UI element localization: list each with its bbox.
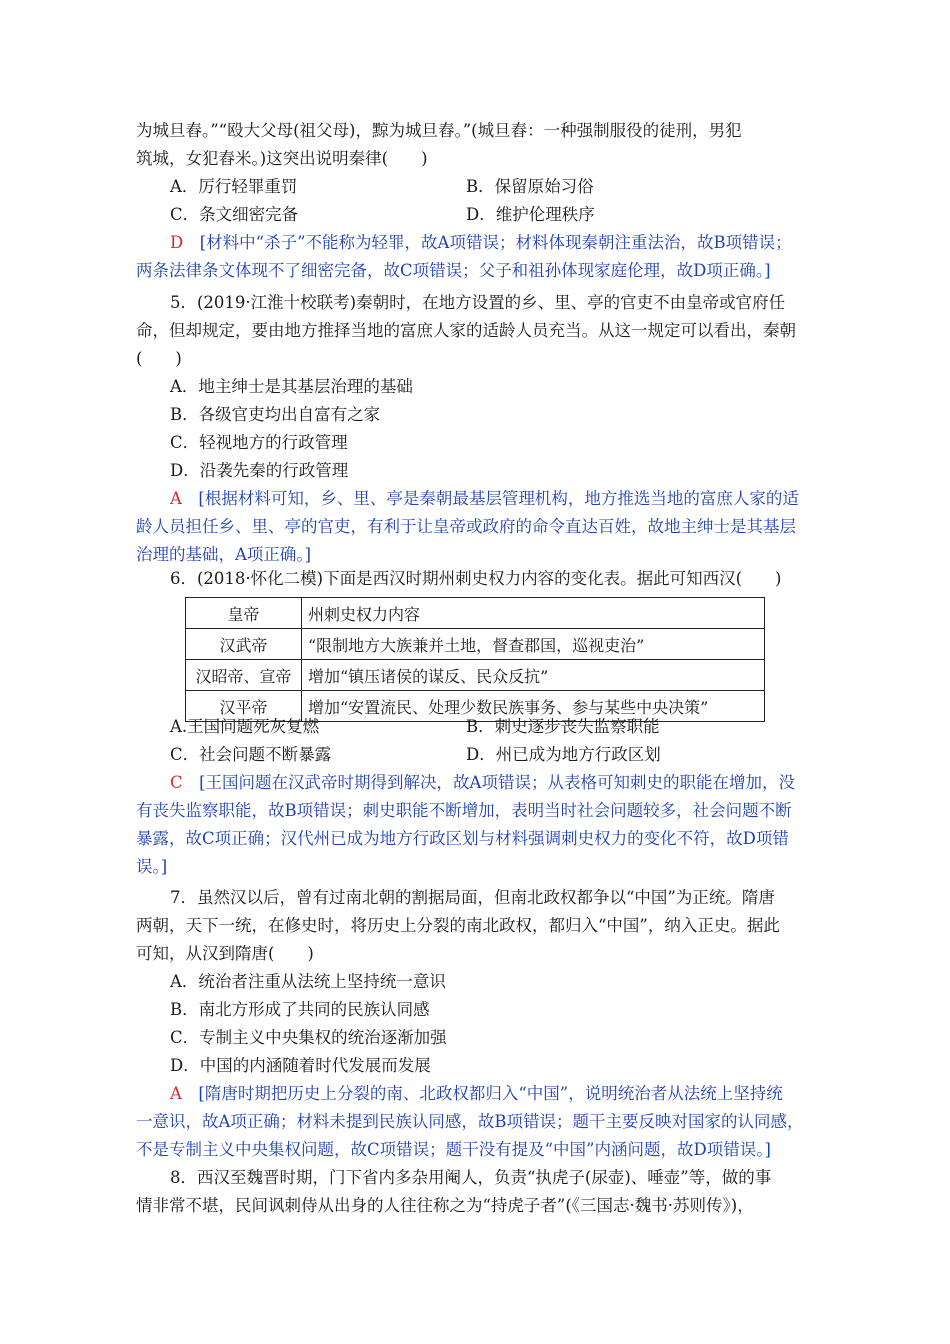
- q6-table: [185, 597, 765, 722]
- q7-option-a: A．统治者注重从法统上坚持统一意识: [170, 972, 446, 991]
- table-header-cell: 皇帝: [186, 598, 302, 629]
- q6-option-b: B．刺史逐步丧失监察职能: [466, 717, 660, 736]
- q8-stem-line: 情非常不堪，民间讽刺侍从出身的人往往称之为“持虎子者”(《三国志·魏书·苏则传》)，: [136, 1196, 754, 1215]
- q5-option-c: C．轻视地方的行政管理: [170, 433, 348, 452]
- q8-stem-line: 8．西汉至魏晋时期，门下省内多杂用阉人，负责“执虎子(尿壶)、唾壶”等，做的事: [170, 1168, 772, 1187]
- table-cell: 汉平帝: [186, 691, 302, 722]
- q4-stem-line: 为城旦舂。”“殴大父母(祖父母)，黥为城旦舂。”(城旦舂：一种强制服役的徒刑，男犯: [136, 121, 742, 140]
- q7-stem-line: 可知，从汉到隋唐( ): [136, 944, 314, 963]
- q5-option-b: B．各级官吏均出自富有之家: [170, 405, 381, 424]
- table-row: [186, 629, 765, 660]
- q6-answer-text: [王国问题在汉武帝时期得到解决，故A项错误；从表格可知刺史的职能在增加，没: [182, 773, 795, 792]
- q7-answer-text: [隋唐时期把历史上分裂的南、北政权都归入“中国”，说明统治者从法统上坚持统: [181, 1084, 783, 1103]
- q5-answer-text: [根据材料可知，乡、里、亭是秦朝最基层管理机构，地方推选当地的富庶人家的适: [181, 489, 799, 508]
- q6-answer-letter: C: [170, 773, 183, 792]
- q7-stem-line: 两朝，天下一统，在修史时，将历史上分裂的南北政权，都归入“中国”，纳入正史。据此: [136, 916, 780, 935]
- q4-option-b: B．保留原始习俗: [466, 177, 594, 196]
- q7-option-c: C．专制主义中央集权的统治逐渐加强: [170, 1028, 447, 1047]
- q7-answer-line: 不是专制主义中央集权问题，故C项错误；题干没有提及“中国”内涵问题，故D项错误。]: [136, 1140, 771, 1159]
- q4-answer: [170, 229, 816, 257]
- q6-option-d: D．州已成为地方行政区划: [466, 745, 661, 764]
- q4-option-a: A．厉行轻罪重罚: [170, 177, 298, 196]
- q4-answer-text: [材料中“杀子”不能称为轻罪，故A项错误；材料体现秦朝注重法治，故B项错误；: [183, 233, 792, 252]
- q4-option-c: C．条文细密完备: [170, 205, 299, 224]
- q5-answer-line: 龄人员担任乡、里、亭的官吏，有利于让皇帝或政府的命令直达百姓，故地主绅士是其基层: [136, 517, 796, 536]
- q6-answer-line: 暴露，故C项正确；汉代州已成为地方行政区划与材料强调刺史权力的变化不符，故D项错: [136, 829, 789, 848]
- q5-answer-line: 治理的基础，A项正确。]: [136, 545, 312, 564]
- table-row: [186, 660, 765, 691]
- q5-option-a: A．地主绅士是其基层治理的基础: [170, 377, 413, 396]
- q6-stem-line: 6．(2018·怀化二模)下面是西汉时期州刺史权力内容的变化表。据此可知西汉( ): [170, 569, 782, 588]
- q4-answer-line: 两条法律条文体现不了细密完备，故C项错误；父子和祖孙体现家庭伦理，故D项正确。]: [136, 261, 771, 280]
- q6-answer-line: 误。]: [136, 857, 168, 876]
- q4-answer-letter: D: [170, 233, 184, 252]
- q5-stem-line: ( ): [136, 349, 182, 368]
- q4-option-d: D．维护伦理秩序: [466, 205, 595, 224]
- table-cell: 增加“镇压诸侯的谋反、民众反抗”: [302, 660, 765, 691]
- q7-option-d: D．中国的内涵随着时代发展而发展: [170, 1056, 431, 1075]
- q7-answer-line: 一意识，故A项正确；材料未提到民族认同感，故B项错误；题干主要反映对国家的认同感，: [136, 1112, 804, 1131]
- q6-answer: [170, 769, 816, 797]
- q7-option-b: B．南北方形成了共同的民族认同感: [170, 1000, 430, 1019]
- q4-stem-line: 筑城，女犯舂米。)这突出说明秦律( ): [136, 149, 428, 168]
- q7-stem-line: 7．虽然汉以后，曾有过南北朝的割据局面，但南北政权都争以“中国”为正统。隋唐: [170, 888, 775, 907]
- table-header-row: [186, 598, 765, 629]
- q5-stem-line: 5．(2019·江淮十校联考)秦朝时，在地方设置的乡、里、亭的官吏不由皇帝或官府任: [170, 293, 786, 312]
- q7-answer-letter: A: [170, 1084, 182, 1103]
- q5-stem-line: 命，但却规定，要由地方推择当地的富庶人家的适龄人员充当。从这一规定可以看出，秦朝: [136, 321, 796, 340]
- q7-answer: [170, 1080, 816, 1108]
- q6-option-c: C．社会问题不断暴露: [170, 745, 332, 764]
- q5-answer: [170, 485, 816, 513]
- q5-answer-letter: A: [170, 489, 182, 508]
- table-cell: 汉昭帝、宣帝: [186, 660, 302, 691]
- q5-option-d: D．沿袭先秦的行政管理: [170, 461, 349, 480]
- table-header-cell: 州刺史权力内容: [302, 598, 765, 629]
- table-cell: 增加“安置流民、处理少数民族事务、参与某些中央决策”: [302, 691, 765, 722]
- table-cell: “限制地方大族兼并土地，督查郡国，巡视吏治”: [302, 629, 765, 660]
- q6-answer-line: 有丧失监察职能，故B项错误；刺史职能不断增加，表明当时社会问题较多，社会问题不断: [136, 801, 792, 820]
- table-cell: 汉武帝: [186, 629, 302, 660]
- q6-option-a: A.王国问题死灰复燃: [170, 717, 320, 736]
